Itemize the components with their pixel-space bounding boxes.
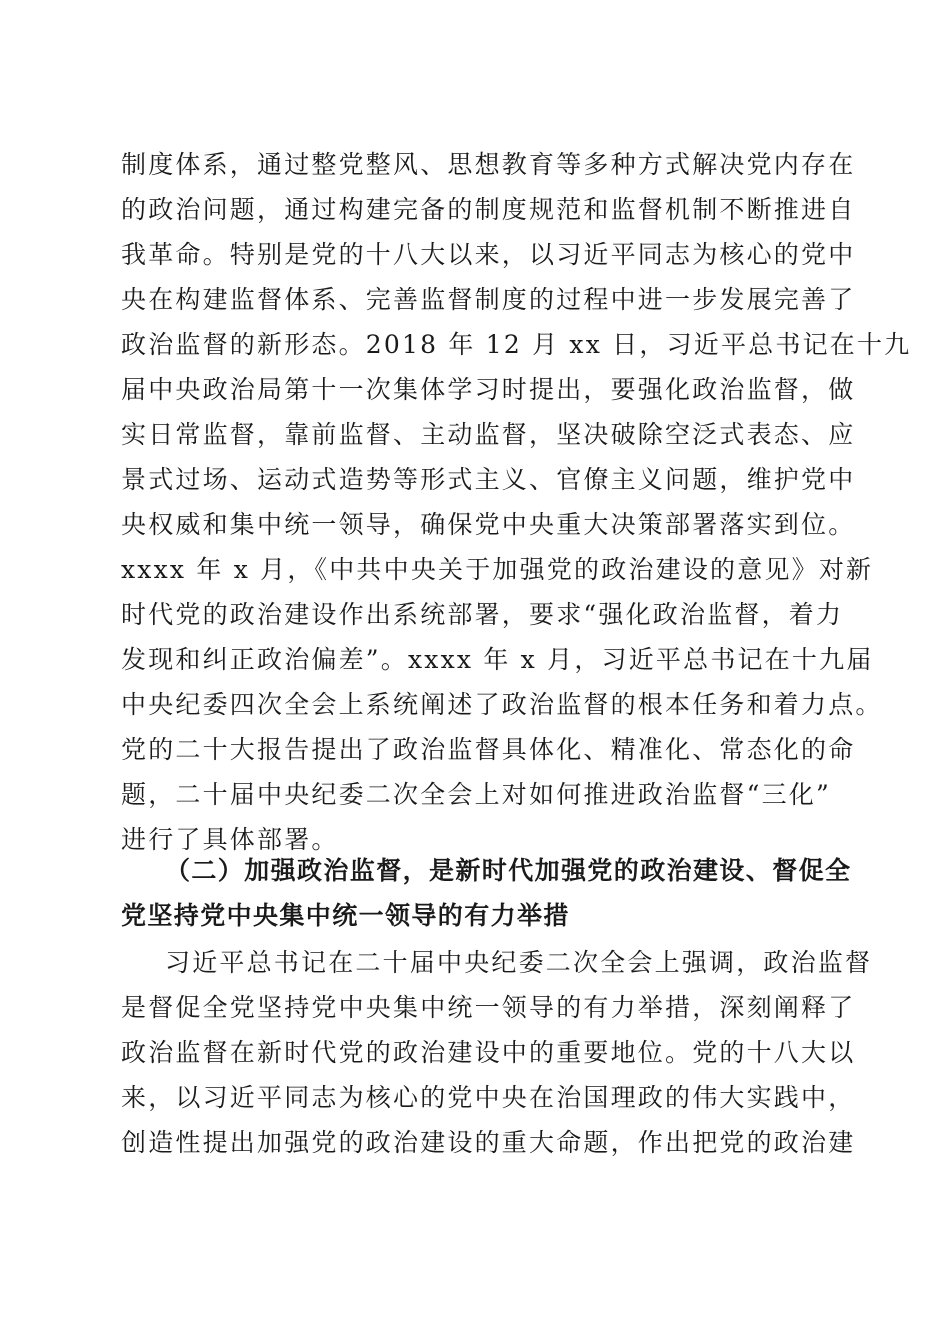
heading-line: 党坚持党中央集中统一领导的有力举措	[121, 901, 570, 930]
paragraph-line: 进行了具体部署。	[121, 825, 339, 854]
paragraph-line: 党的二十大报告提出了政治监督具体化、精准化、常态化的命	[121, 735, 856, 764]
paragraph-line: 央在构建监督体系、完善监督制度的过程中进一步发展完善了	[121, 285, 856, 314]
paragraph-line: 政治监督的新形态。2018 年 12 月 xx 日，习近平总书记在十九	[121, 330, 912, 359]
body-paragraph-1	[121, 142, 912, 862]
paragraph-line: 政治监督在新时代党的政治建设中的重要地位。党的十八大以	[121, 1038, 856, 1067]
paragraph-line: 习近平总书记在二十届中央纪委二次全会上强调，政治监督	[165, 948, 873, 977]
paragraph-line: 发现和纠正政治偏差”。xxxx 年 x 月，习近平总书记在十九届	[121, 645, 874, 674]
paragraph-line: 来，以习近平同志为核心的党中央在治国理政的伟大实践中，	[121, 1083, 856, 1112]
paragraph-line: 中央纪委四次全会上系统阐述了政治监督的根本任务和着力点。	[121, 690, 883, 719]
paragraph-line: 我革命。特别是党的十八大以来，以习近平同志为核心的党中	[121, 240, 856, 269]
paragraph-line: 是督促全党坚持党中央集中统一领导的有力举措，深刻阐释了	[121, 993, 856, 1022]
section-heading-2	[121, 848, 852, 938]
paragraph-line: 题，二十届中央纪委二次全会上对如何推进政治监督“三化”	[121, 780, 831, 809]
paragraph-line: 创造性提出加强党的政治建设的重大命题，作出把党的政治建	[121, 1128, 856, 1157]
paragraph-line: xxxx 年 x 月，《中共中央关于加强党的政治建设的意见》对新	[121, 555, 874, 584]
paragraph-line: 时代党的政治建设作出系统部署，要求“强化政治监督，着力	[121, 600, 844, 629]
paragraph-line: 的政治问题，通过构建完备的制度规范和监督机制不断推进自	[121, 195, 856, 224]
paragraph-line: 实日常监督，靠前监督、主动监督，坚决破除空泛式表态、应	[121, 420, 856, 449]
heading-line: （二）加强政治监督，是新时代加强党的政治建设、督促全	[165, 856, 852, 885]
paragraph-line: 景式过场、运动式造势等形式主义、官僚主义问题，维护党中	[121, 465, 856, 494]
paragraph-line: 制度体系，通过整党整风、思想教育等多种方式解决党内存在	[121, 150, 856, 179]
body-paragraph-2	[121, 940, 873, 1165]
paragraph-line: 届中央政治局第十一次集体学习时提出，要强化政治监督，做	[121, 375, 856, 404]
paragraph-line: 央权威和集中统一领导，确保党中央重大决策部署落实到位。	[121, 510, 856, 539]
